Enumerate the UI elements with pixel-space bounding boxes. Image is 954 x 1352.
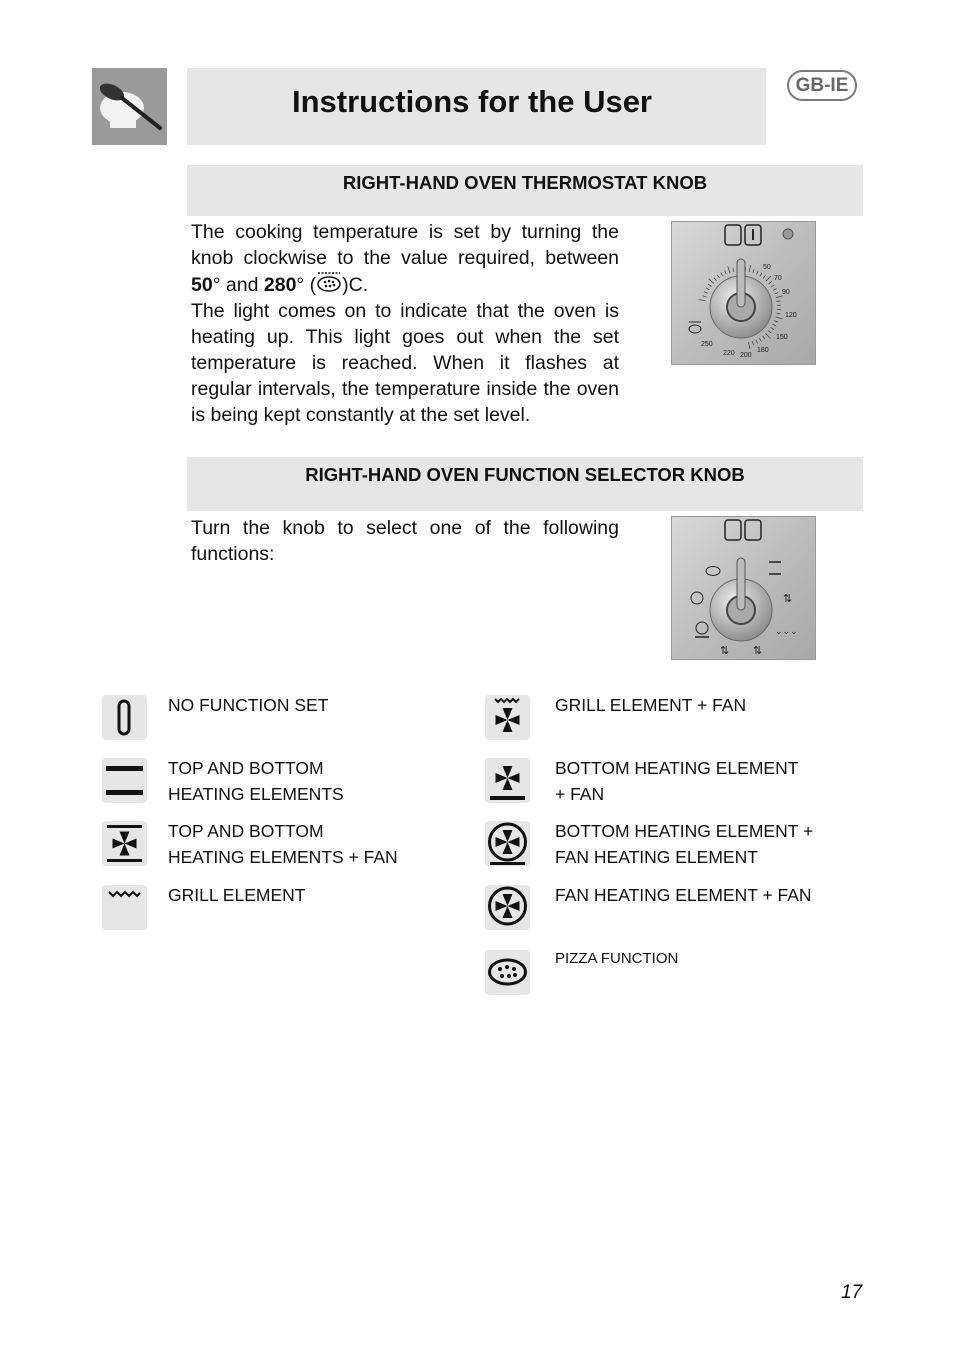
scale-label: 250 [701, 341, 713, 348]
scale-label: 70 [774, 275, 782, 282]
thermostat-light-text: The light comes on to indicate that the oven is heating up. This light goes out when the set temperature is reached. When it flashes at regular intervals, the temperature inside the oven is being kept constantly at the set level. [191, 300, 619, 426]
max-temperature: 280 [263, 274, 297, 296]
grill-fan-icon [485, 695, 530, 740]
scale-label: 200 [740, 352, 752, 359]
function-label: BOTTOM HEATING ELEMENT + FAN HEATING ELEMENT [555, 821, 814, 867]
min-temperature: 50 [191, 274, 213, 296]
pizza-symbol-icon [316, 271, 342, 293]
indicator-light-icon [783, 229, 793, 239]
thermostat-description [191, 219, 619, 428]
svg-text:⌄⌄⌄: ⌄⌄⌄ [775, 626, 798, 636]
title-banner [187, 68, 766, 145]
page-number: 17 [841, 1282, 863, 1303]
svg-text:⇅: ⇅ [783, 593, 793, 605]
page-title: Instructions for the User [292, 84, 652, 119]
scale-label: 90 [782, 289, 790, 296]
svg-text:⇅: ⇅ [720, 645, 730, 657]
degree-and: ° and [212, 274, 264, 296]
function-label: BOTTOM HEATING ELEMENT + FAN [555, 758, 799, 804]
bottom-fan-heating-icon [485, 821, 530, 866]
function-label: NO FUNCTION SET [168, 695, 329, 715]
scale-label: 220 [723, 350, 735, 357]
top-bottom-heating-icon [102, 758, 147, 803]
function-label: TOP AND BOTTOM HEATING ELEMENTS + FAN [168, 821, 398, 867]
language-badge: GB-IE [787, 70, 857, 101]
function-label: GRILL ELEMENT + FAN [555, 695, 747, 715]
brand-logo [92, 68, 167, 145]
function-label: FAN HEATING ELEMENT + FAN [555, 885, 812, 905]
top-bottom-fan-icon [102, 821, 147, 866]
thermostat-knob-image [671, 221, 816, 365]
scale-label: 120 [785, 312, 797, 319]
bottom-heating-fan-icon [485, 758, 530, 803]
fan-heating-fan-icon [485, 885, 530, 930]
svg-text:⇅: ⇅ [753, 645, 763, 657]
degree-open: ° ( [296, 274, 317, 296]
selector-heading: RIGHT-HAND OVEN FUNCTION SELECTOR KNOB [187, 457, 863, 511]
scale-label: 50 [763, 264, 771, 271]
no-function-icon [102, 695, 147, 740]
scale-label: 150 [776, 334, 788, 341]
scale-label: 180 [757, 347, 769, 354]
grill-element-icon [102, 885, 147, 930]
pizza-function-icon [485, 950, 530, 995]
function-label: TOP AND BOTTOM HEATING ELEMENTS [168, 758, 344, 804]
unit-end: )C. [342, 274, 369, 296]
function-label: GRILL ELEMENT [168, 885, 306, 905]
selector-knob-image [671, 516, 816, 660]
function-label: PIZZA FUNCTION [555, 950, 679, 967]
selector-intro: Turn the knob to select one of the following functions: [191, 517, 619, 565]
thermostat-text-start: The cooking temperature is set by turning the knob clockwise to the value required, between [191, 221, 619, 269]
thermostat-heading: RIGHT-HAND OVEN THERMOSTAT KNOB [187, 165, 863, 216]
